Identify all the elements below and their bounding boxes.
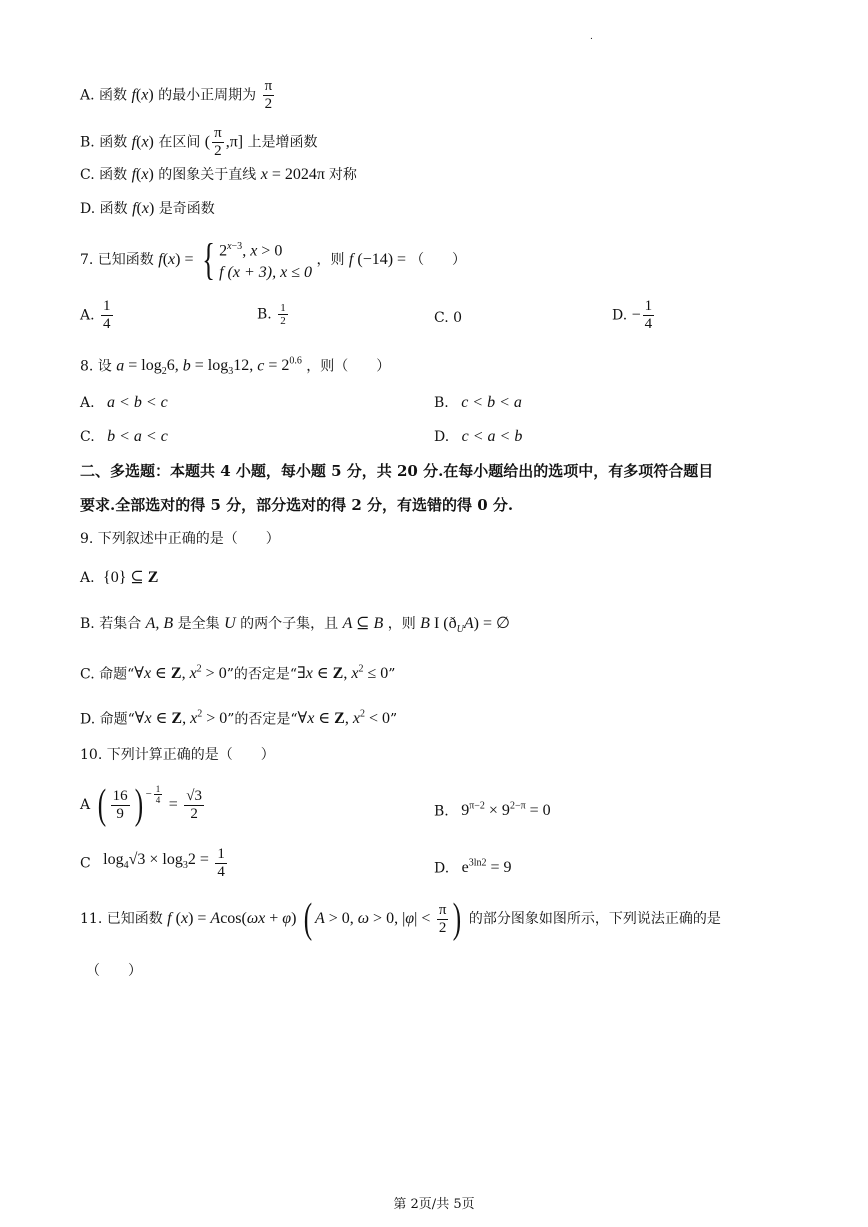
q7-text3: （ ）: [410, 252, 467, 269]
q9d-text2: ”的否定是“: [227, 711, 298, 728]
q7b-label: B.: [257, 306, 272, 323]
section-2-heading-line2: 要求.全部选对的得 5 分，部分选对的得 2 分，有选错的得 0 分.: [80, 496, 514, 514]
q8-option-c: C. b < a < c: [80, 428, 168, 445]
section-2-heading: 二、多选题：本题共 4 小题，每小题 5 分，共 20 分.在每小题给出的选项中，有多项符合题目: [80, 462, 714, 480]
q9-option-a: A. {0} ⊆ Z: [80, 569, 159, 586]
q9b-label: B. 若集合: [80, 616, 142, 632]
q11-text: 11. 已知函数: [80, 911, 163, 927]
q6b-label: B. 函数: [80, 134, 128, 151]
q11-stem: 11. 已知函数 f (x) = Acos(ωx + φ) ( A > 0, ω > 0, |φ| < $\frac{\pi}{2}$ ) 的部分图象如图所示，下列说法正确的是: [80, 896, 721, 942]
q10-option-d: D. $e^{3ln2} = 9$: [434, 858, 512, 877]
q6a-frac: $\frac{\pi}{2}$: [264, 78, 273, 112]
q9c-text2: ”的否定是“: [226, 666, 298, 683]
q8-text2: ，则（ ）: [306, 358, 391, 375]
q9-option-b: B. 若集合 A, B 是全集 U 的两个子集，且 A ⊆ B ，则 B I $(ð_UA)$ = ∅: [80, 615, 510, 636]
q8a-label: A.: [80, 395, 95, 411]
q6-option-b: B. 函数 f(x) 在区间 ( $\frac{\pi}{2}$ ,π] 上是增函数: [80, 125, 318, 159]
q8-stem: 8. 设 $a = \log_26$, $b = \log_312$, $c = 2^{0.6}$ ，则（ ）: [80, 356, 391, 378]
q10c-label: C: [80, 855, 91, 872]
q7-option-c: C. 0: [434, 310, 463, 326]
q9-stem: 9. 下列叙述中正确的是（ ）: [80, 531, 280, 547]
q11-answer-blank: （ ）: [86, 963, 142, 979]
q9b-text3: 的两个子集，且: [240, 616, 339, 632]
q6b-text2: 上是增函数: [247, 134, 318, 151]
q6c-text: 的图象关于直线: [158, 167, 257, 183]
q7-option-a: A. $\frac{1}{4}$: [80, 298, 111, 332]
q9-option-d: D. 命题“∀x ∈ Z, $x^2 > 0$”的否定是“∀x ∈ Z, $x^2 < 0$”: [80, 709, 398, 728]
q10d-label: D.: [434, 860, 450, 877]
q6c-text2: 对称: [328, 167, 357, 183]
page-footer: 第 2页/共 5页: [393, 1197, 475, 1212]
q6d-label: D. 函数: [80, 201, 128, 217]
q8-option-d: D. c < a < b: [434, 428, 523, 445]
q9b-text2: 是全集: [177, 616, 220, 632]
q8c-label: C.: [80, 429, 95, 445]
q9c-text3: ”: [388, 666, 396, 683]
q7-stem: 7. 已知函数 f(x) = { $2^{x-3}$, x > 0 f (x + 3), x ≤ 0 ，则 f (−14) = （ ）: [80, 235, 467, 285]
q6-option-c: C. 函数 f(x) 的图象关于直线 x = 2024π 对称: [80, 166, 357, 183]
q10-option-a: A ( $\frac{16}{9}$ ) $^{- \frac{1}{4}}$ = $\frac{√3}{2}$: [80, 782, 202, 828]
q6a-fx: f: [131, 86, 136, 104]
q9a-label: A.: [80, 570, 95, 586]
q6a-label: A. 函数: [80, 87, 128, 104]
q8-option-a: A. a < b < c: [80, 394, 168, 411]
q10b-label: B.: [434, 803, 449, 820]
q8b-label: B.: [434, 395, 449, 411]
q8d-label: D.: [434, 429, 450, 445]
q7-text2: ，则: [316, 252, 345, 269]
q6d-text: 是奇函数: [158, 201, 215, 217]
q6c-label: C. 函数: [80, 167, 128, 183]
q6-option-a: A. 函数 f(x) 的最小正周期为 $\frac{\pi}{2}$: [80, 78, 273, 112]
q10-stem: 10. 下列计算正确的是（ ）: [80, 747, 275, 763]
q7a-label: A.: [80, 307, 95, 324]
q6a-text: 的最小正周期为: [158, 87, 257, 104]
q7-option-b: B. $\frac{1}{2}$: [257, 302, 286, 327]
q10-option-c: C $\log_4√3 \times \log_32$ = $\frac{1}{4}$: [80, 846, 225, 880]
q10-option-b: B. $9^{\pi-2} \times 9^{2-\pi} = 0$: [434, 801, 551, 820]
q9-option-c: C. 命题“∀x ∈ Z, $x^2 > 0$”的否定是“∃x ∈ Z, $x^2 \le 0$”: [80, 664, 396, 683]
q8-text: 8. 设: [80, 358, 112, 375]
q10a-label: A: [80, 797, 91, 813]
q9c-label: C. 命题“: [80, 666, 135, 683]
q9d-text3: ”: [389, 711, 398, 728]
q6b-text: 在区间: [158, 134, 201, 151]
q7d-label: D.: [612, 307, 628, 324]
q9b-text4: ，则: [387, 616, 416, 632]
top-dot: .: [590, 32, 593, 42]
q7-text: 7. 已知函数: [80, 252, 154, 269]
q6-option-d: D. 函数 f(x) 是奇函数: [80, 200, 215, 217]
q9d-label: D. 命题“: [80, 711, 135, 728]
q11-text2: 的部分图象如图所示，下列说法正确的是: [468, 911, 721, 927]
q7-option-d: D. − $\frac{1}{4}$: [612, 298, 653, 332]
q8-option-b: B. c < b < a: [434, 394, 522, 411]
